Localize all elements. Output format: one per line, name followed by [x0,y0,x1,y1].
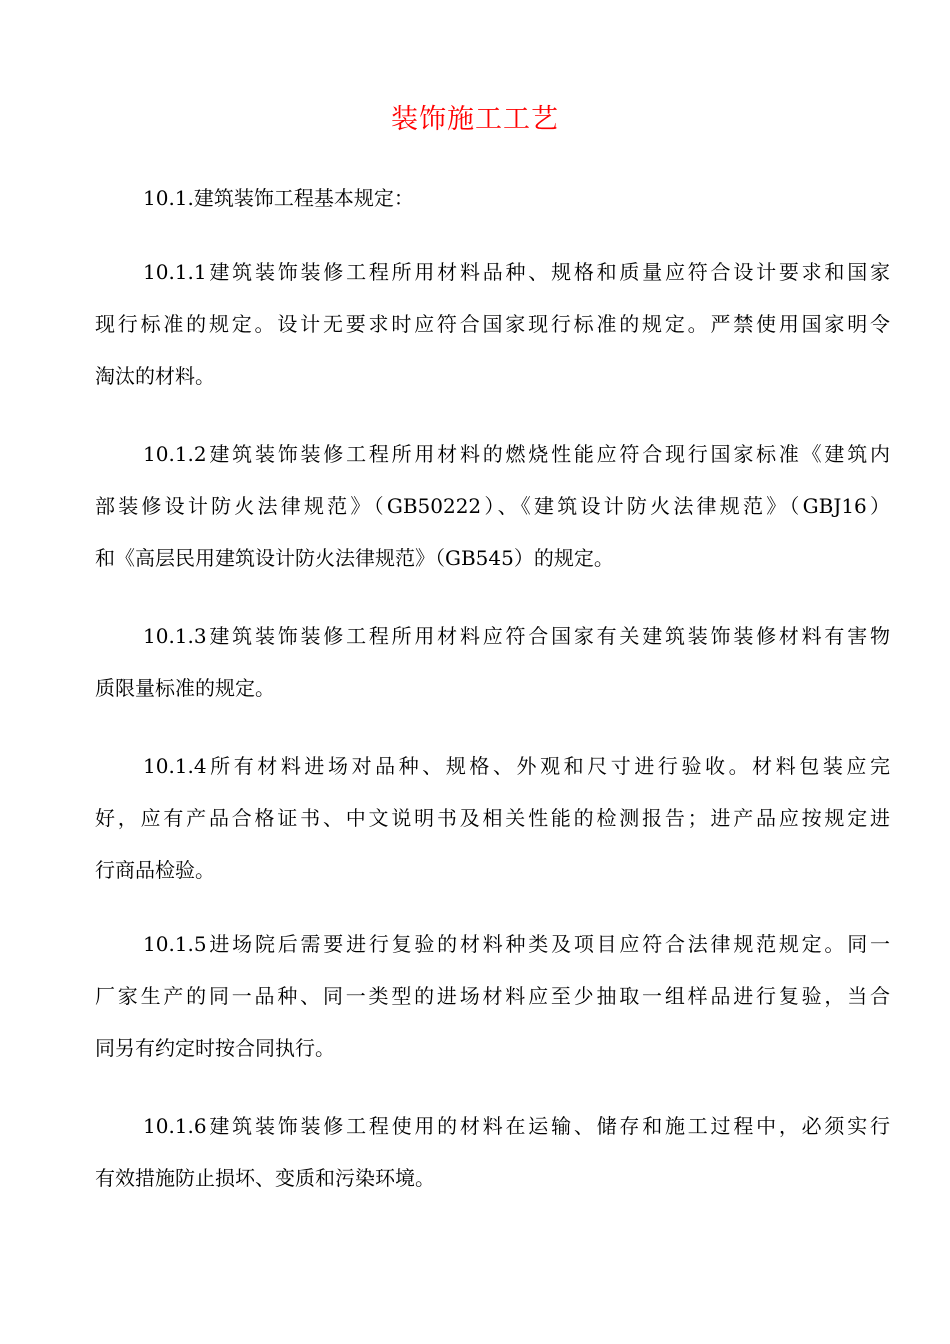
paragraph-10-1-6 [95,1100,890,1204]
paragraph-line: 好，应有产品合格证书、中文说明书及相关性能的检测报告；进产品应按规定进 [95,806,890,830]
document-title: 装饰施工工艺 [391,104,559,135]
paragraph-line: 质限量标准的规定。 [95,676,275,700]
paragraph-line: 10.1.2建筑装饰装修工程所用材料的燃烧性能应符合现行国家标准《建筑内 [143,442,890,466]
paragraph-line: 现行标准的规定。设计无要求时应符合国家现行标准的规定。严禁使用国家明令 [95,312,890,336]
paragraph-10-1-5 [95,918,890,1074]
paragraph-line: 厂家生产的同一品种、同一类型的进场材料应至少抽取一组样品进行复验，当合 [95,984,890,1008]
paragraph-line: 行商品检验。 [95,858,215,882]
section-heading: 10.1.建筑装饰工程基本规定： [143,186,414,210]
paragraph-10-1-4 [95,740,890,896]
paragraph-line: 淘汰的材料。 [95,364,215,388]
paragraph-line: 和《高层民用建筑设计防火法律规范》（GB545）的规定。 [95,546,614,570]
paragraph-line: 有效措施防止损坏、变质和污染环境。 [95,1166,435,1190]
paragraph-10-1-2 [95,428,890,584]
paragraph-line: 10.1.3建筑装饰装修工程所用材料应符合国家有关建筑装饰装修材料有害物 [143,624,890,648]
paragraph-line: 10.1.6建筑装饰装修工程使用的材料在运输、储存和施工过程中，必须实行 [143,1114,890,1138]
paragraph-line: 部装修设计防火法律规范》（GB50222）、《建筑设计防火法律规范》（GBJ16） [95,494,890,518]
paragraph-10-1-1 [95,246,890,402]
paragraph-line: 10.1.5进场院后需要进行复验的材料种类及项目应符合法律规范规定。同一 [143,932,890,956]
paragraph-line: 10.1.4所有材料进场对品种、规格、外观和尺寸进行验收。材料包装应完 [143,754,890,778]
paragraph-line: 同另有约定时按合同执行。 [95,1036,335,1060]
paragraph-line: 10.1.1建筑装饰装修工程所用材料品种、规格和质量应符合设计要求和国家 [143,260,890,284]
paragraph-10-1-3 [95,610,890,714]
